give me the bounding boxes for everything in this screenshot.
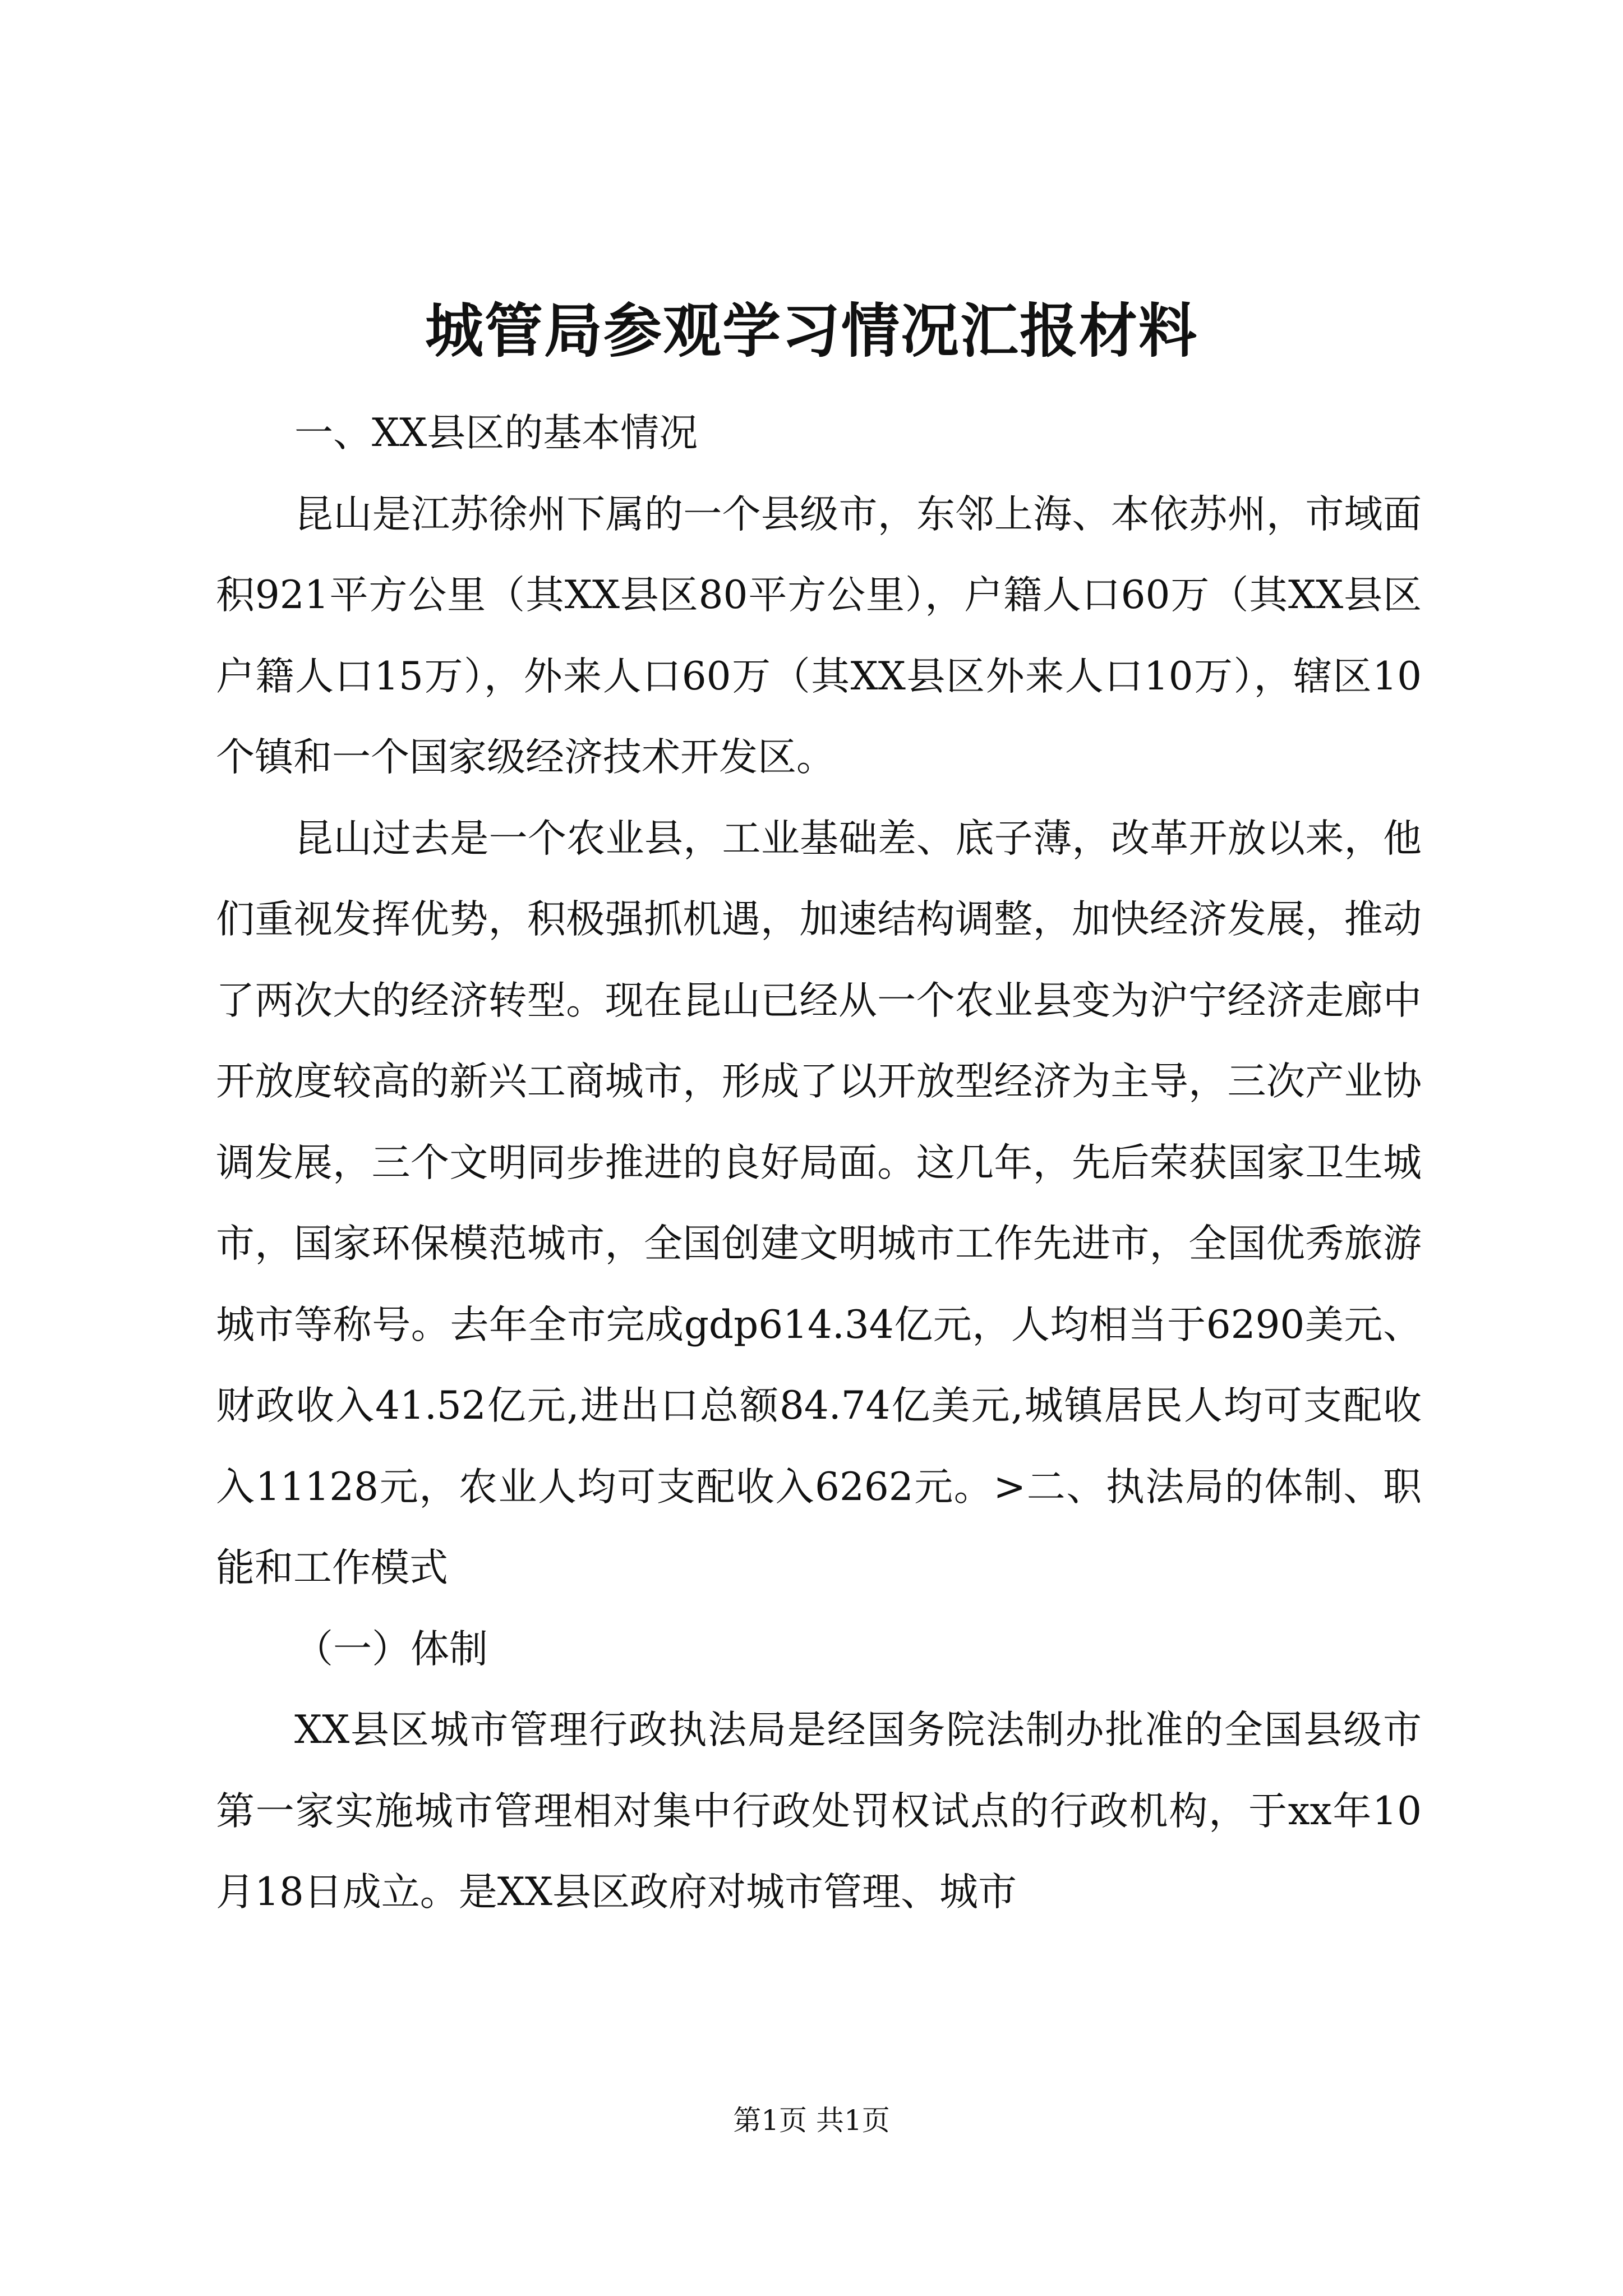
page-footer: 第1页 共1页 (733, 2104, 890, 2137)
document-body (216, 393, 1422, 1933)
document-title: 城管局参观学习情况汇报材料 (425, 296, 1198, 365)
paragraph-economy: 昆山过去是一个农业县，工业基础差、底子薄，改革开放以来，他们重视发挥优势，积极强抓机遇，加速结构调整，加快经济发展，推动了两次大的经济转型。现在昆山已经从一个农业县变为沪宁经济走廊中开放度较高的新兴工商城市，形成了以开放型经济为主导，三次产业协调发展，三个文明同步推进的良好局面。这几年，先后荣获国家卫生城市，国家环保模范城市，全国创建文明城市工作先进市，全国优秀旅游城市等称号。去年全市完成gdp614.34亿元，人均相当于6290美元、财政收入41.52亿元,进出口总额84.74亿美元,城镇居民人均可支配收入11128元，农业人均可支配收入6262元。>二、执法局的体制、职能和工作模式 (216, 816, 1422, 1590)
paragraph-bureau: XX县区城市管理行政执法局是经国务院法制办批准的全国县级市第一家实施城市管理相对集中行政处罚权试点的行政机构，于xx年10月18日成立。是XX县区政府对城市管理、城市 (216, 1708, 1422, 1915)
paragraph-overview: 昆山是江苏徐州下属的一个县级市，东邻上海、本依苏州，市域面积921平方公里（其XX县区80平方公里），户籍人口60万（其XX县区户籍人口15万），外来人口60万（其XX县区外来人口10万），辖区10个镇和一个国家级经济技术开发区。 (216, 491, 1422, 780)
subsection-heading-system: （一）体制 (294, 1626, 488, 1672)
section-heading-basic-info: 一、XX县区的基本情况 (294, 411, 698, 455)
